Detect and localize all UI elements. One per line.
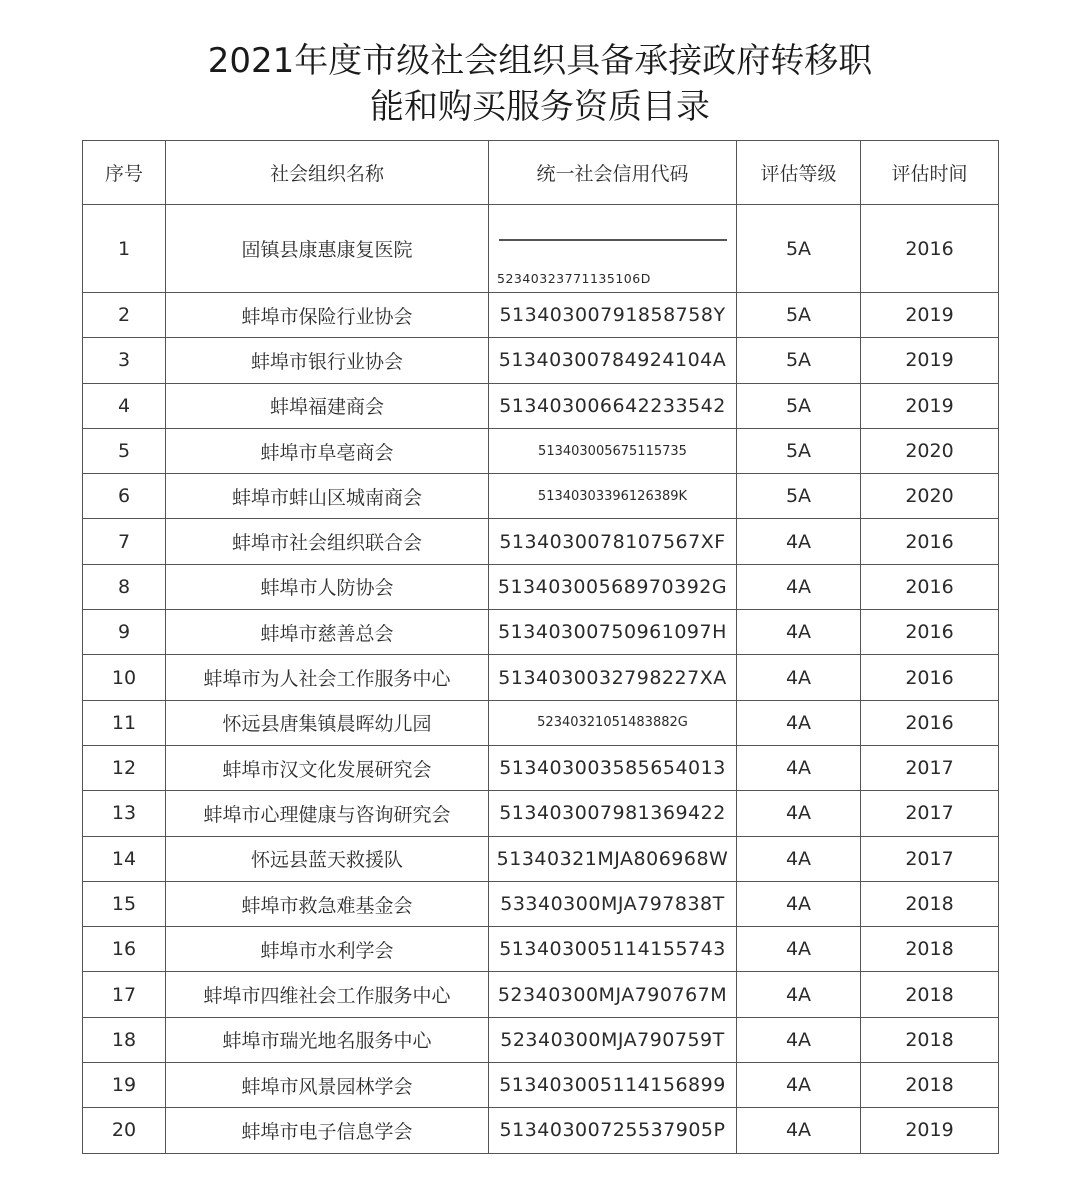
credit-code: 51340300784924104A (489, 338, 737, 383)
table-row (83, 205, 999, 293)
table-row (83, 655, 999, 700)
table-row (83, 610, 999, 655)
assessment-year: 2018 (861, 1017, 999, 1062)
assessment-grade: 5A (737, 474, 861, 519)
table-row (83, 564, 999, 609)
credit-code: 51340300568970392G (489, 564, 737, 609)
row-number: 9 (83, 610, 166, 655)
assessment-grade: 4A (737, 610, 861, 655)
assessment-grade: 5A (737, 205, 861, 293)
credit-code: 51340321MJA806968W (489, 836, 737, 881)
organization-table (82, 140, 999, 1154)
assessment-year: 2017 (861, 745, 999, 790)
assessment-year: 2016 (861, 519, 999, 564)
table-header-row (83, 141, 999, 205)
org-name: 蚌埠市心理健康与咨询研究会 (166, 791, 489, 836)
org-name: 怀远县唐集镇晨晖幼儿园 (166, 700, 489, 745)
org-name: 蚌埠市慈善总会 (166, 610, 489, 655)
org-name: 蚌埠市人防协会 (166, 564, 489, 609)
assessment-grade: 4A (737, 836, 861, 881)
credit-code: 513403007981369422 (489, 791, 737, 836)
assessment-grade: 4A (737, 655, 861, 700)
assessment-grade: 5A (737, 383, 861, 428)
assessment-grade: 4A (737, 791, 861, 836)
table-row (83, 383, 999, 428)
credit-code: 53340300MJA797838T (489, 881, 737, 926)
assessment-grade: 4A (737, 927, 861, 972)
org-name: 蚌埠市社会组织联合会 (166, 519, 489, 564)
credit-code: 51340300725537905P (489, 1108, 737, 1153)
org-name: 怀远县蓝天救援队 (166, 836, 489, 881)
row-number: 1 (83, 205, 166, 293)
table-row (83, 1017, 999, 1062)
table-row (83, 791, 999, 836)
assessment-year: 2018 (861, 1063, 999, 1108)
assessment-year: 2019 (861, 383, 999, 428)
assessment-year: 2018 (861, 881, 999, 926)
assessment-year: 2019 (861, 338, 999, 383)
table-row (83, 881, 999, 926)
header-name: 社会组织名称 (166, 141, 489, 205)
table-row (83, 293, 999, 338)
assessment-grade: 4A (737, 700, 861, 745)
table-row (83, 927, 999, 972)
table-row (83, 1063, 999, 1108)
table-body (83, 205, 999, 1154)
row-number: 19 (83, 1063, 166, 1108)
header-grade: 评估等级 (737, 141, 861, 205)
credit-code: 51340300791858758Y (489, 293, 737, 338)
assessment-year: 2016 (861, 610, 999, 655)
assessment-grade: 4A (737, 1108, 861, 1153)
org-name: 固镇县康惠康复医院 (166, 205, 489, 293)
row-number: 11 (83, 700, 166, 745)
row-number: 16 (83, 927, 166, 972)
assessment-year: 2020 (861, 428, 999, 473)
table-row (83, 745, 999, 790)
assessment-grade: 4A (737, 972, 861, 1017)
row-number: 14 (83, 836, 166, 881)
org-name: 蚌埠市瑞光地名服务中心 (166, 1017, 489, 1062)
assessment-year: 2018 (861, 972, 999, 1017)
assessment-grade: 4A (737, 745, 861, 790)
row-number: 15 (83, 881, 166, 926)
row-number: 10 (83, 655, 166, 700)
assessment-grade: 5A (737, 293, 861, 338)
assessment-year: 2016 (861, 655, 999, 700)
credit-code: 52340300MJA790767M (489, 972, 737, 1017)
row-number: 6 (83, 474, 166, 519)
row-number: 8 (83, 564, 166, 609)
org-name: 蚌埠福建商会 (166, 383, 489, 428)
table-row (83, 338, 999, 383)
table-row (83, 972, 999, 1017)
org-name: 蚌埠市救急难基金会 (166, 881, 489, 926)
row-number: 18 (83, 1017, 166, 1062)
credit-code: 513403005114156899 (489, 1063, 737, 1108)
credit-code: 513403005114155743 (489, 927, 737, 972)
row-number: 2 (83, 293, 166, 338)
row-number: 17 (83, 972, 166, 1017)
assessment-year: 2020 (861, 474, 999, 519)
title-line-2: 能和购买服务资质目录 (370, 87, 710, 127)
assessment-grade: 4A (737, 519, 861, 564)
credit-code: 513403003585654013 (489, 745, 737, 790)
assessment-grade: 5A (737, 428, 861, 473)
row-number: 13 (83, 791, 166, 836)
assessment-grade: 5A (737, 338, 861, 383)
assessment-year: 2019 (861, 1108, 999, 1153)
assessment-year: 2016 (861, 205, 999, 293)
row-number: 20 (83, 1108, 166, 1153)
row-number: 4 (83, 383, 166, 428)
credit-code: 513403006642233542 (489, 383, 737, 428)
table-row (83, 428, 999, 473)
table-row (83, 1108, 999, 1153)
credit-code: 52340300MJA790759T (489, 1017, 737, 1062)
table-row (83, 836, 999, 881)
assessment-year: 2017 (861, 836, 999, 881)
header-year: 评估时间 (861, 141, 999, 205)
org-name: 蚌埠市电子信息学会 (166, 1108, 489, 1153)
credit-code: 5134030032798227XA (489, 655, 737, 700)
assessment-year: 2018 (861, 927, 999, 972)
org-name: 蚌埠市蚌山区城南商会 (166, 474, 489, 519)
credit-code-text: 52340323771135106D (497, 271, 651, 286)
assessment-grade: 4A (737, 564, 861, 609)
row-number: 12 (83, 745, 166, 790)
row-number: 7 (83, 519, 166, 564)
credit-code: 51340300750961097H (489, 610, 737, 655)
org-name: 蚌埠市水利学会 (166, 927, 489, 972)
row-number: 3 (83, 338, 166, 383)
assessment-year: 2016 (861, 700, 999, 745)
credit-code: 5134030078107567XF (489, 519, 737, 564)
header-no: 序号 (83, 141, 166, 205)
title-line-1: 2021年度市级社会组织具备承接政府转移职 (207, 41, 873, 81)
assessment-year: 2017 (861, 791, 999, 836)
org-name: 蚌埠市阜亳商会 (166, 428, 489, 473)
row-number: 5 (83, 428, 166, 473)
org-name: 蚌埠市保险行业协会 (166, 293, 489, 338)
assessment-year: 2019 (861, 293, 999, 338)
credit-code: 513403005675115735 (489, 428, 737, 473)
table-row (83, 519, 999, 564)
assessment-grade: 4A (737, 1063, 861, 1108)
code-rule-line (499, 239, 727, 241)
org-name: 蚌埠市银行业协会 (166, 338, 489, 383)
credit-code: 51340303396126389K (489, 474, 737, 519)
org-name: 蚌埠市四维社会工作服务中心 (166, 972, 489, 1017)
assessment-year: 2016 (861, 564, 999, 609)
assessment-grade: 4A (737, 881, 861, 926)
org-name: 蚌埠市为人社会工作服务中心 (166, 655, 489, 700)
credit-code: 52340321051483882G (489, 700, 737, 745)
table-row (83, 700, 999, 745)
credit-code (489, 205, 737, 293)
table-row (83, 474, 999, 519)
document-title (0, 38, 1080, 130)
header-code: 统一社会信用代码 (489, 141, 737, 205)
org-name: 蚌埠市汉文化发展研究会 (166, 745, 489, 790)
assessment-grade: 4A (737, 1017, 861, 1062)
org-name: 蚌埠市风景园林学会 (166, 1063, 489, 1108)
